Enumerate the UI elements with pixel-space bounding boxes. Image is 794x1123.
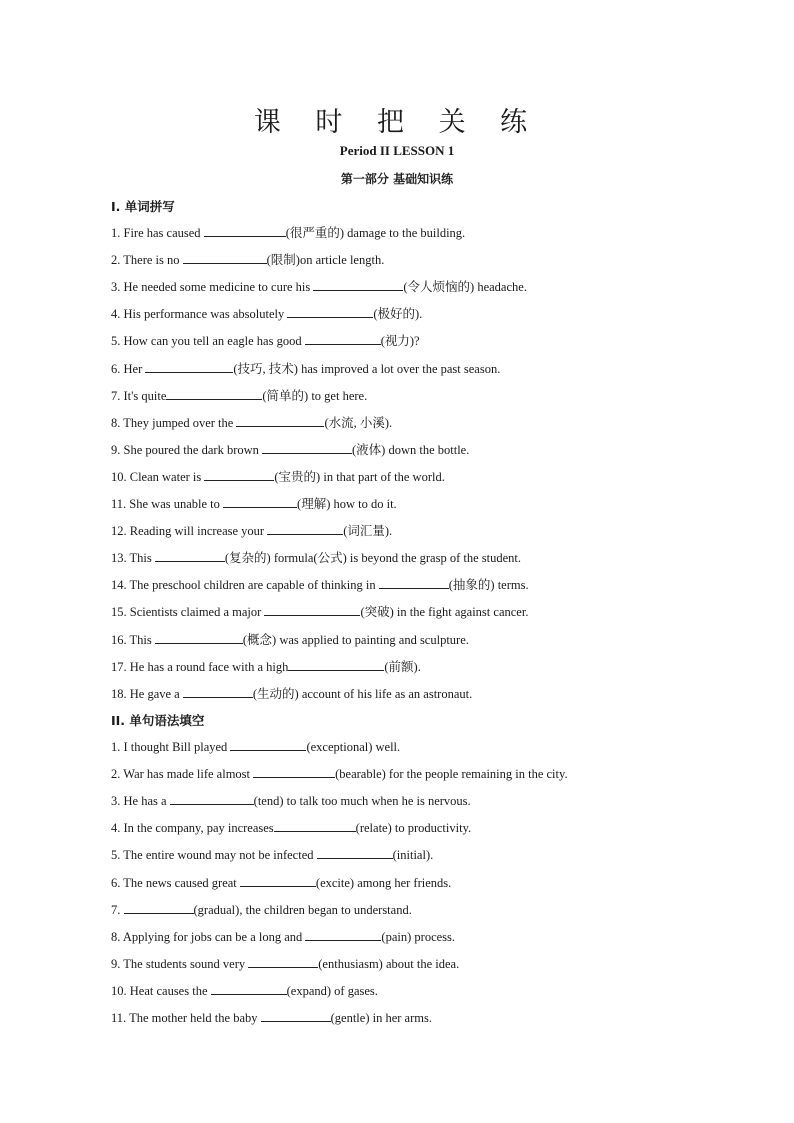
item-text-after: in the fight against cancer. xyxy=(393,605,529,620)
exercise-item xyxy=(111,738,400,755)
answer-blank[interactable] xyxy=(264,603,360,616)
item-number: 7. xyxy=(111,902,124,917)
item-text-after: to talk too much when he is nervous. xyxy=(283,794,471,809)
item-number: 11. xyxy=(111,1011,130,1025)
item-text-after: headache. xyxy=(474,280,527,295)
item-hint: (突破) xyxy=(360,605,394,620)
item-number: 4. xyxy=(111,307,124,322)
item-text-before: They jumped over the xyxy=(123,415,237,430)
item-hint: (initial) xyxy=(392,848,431,863)
item-hint: (宝贵的) xyxy=(274,469,321,484)
lesson-subtitle: Period II LESSON 1 xyxy=(339,143,455,158)
exercise-item xyxy=(111,441,469,458)
exercise-item xyxy=(111,414,392,431)
answer-blank[interactable] xyxy=(155,549,225,562)
answer-blank[interactable] xyxy=(313,278,403,291)
item-number: 8. xyxy=(111,415,124,430)
item-hint: (词汇量) xyxy=(343,524,390,539)
item-hint: (复杂的) xyxy=(224,551,271,566)
item-text-before: He needed some medicine to cure his xyxy=(123,280,314,295)
item-text-after: . xyxy=(389,415,393,430)
item-hint: (生动的) xyxy=(252,686,299,701)
item-hint: (极好的) xyxy=(373,307,420,322)
answer-blank[interactable] xyxy=(288,658,384,671)
item-hint: (抽象的) xyxy=(448,578,495,593)
answer-blank[interactable] xyxy=(287,305,373,318)
item-text-after: for the people remaining in the city. xyxy=(385,767,568,782)
item-text-after: to productivity. xyxy=(391,821,472,836)
item-hint: (relate) xyxy=(355,821,392,836)
answer-blank[interactable] xyxy=(305,332,381,345)
item-number: 3. xyxy=(111,794,124,809)
item-text-after: in her arms. xyxy=(369,1011,432,1025)
item-text-after: . xyxy=(417,659,421,674)
item-text-after: of gases. xyxy=(331,983,378,998)
answer-blank[interactable] xyxy=(317,846,393,859)
item-number: 2. xyxy=(111,253,124,268)
exercise-item xyxy=(111,251,384,268)
item-text-before: I thought Bill played xyxy=(123,740,231,754)
answer-blank[interactable] xyxy=(240,874,316,887)
item-text-before: He has a xyxy=(123,794,170,809)
item-text-before: Clean water is xyxy=(129,469,205,484)
page-title: 课 时 把 关 练 xyxy=(253,107,541,138)
item-text-before: War has made life almost xyxy=(123,767,254,782)
item-hint: (excite) xyxy=(315,875,355,890)
item-number: 17. xyxy=(111,659,130,674)
item-text-after: . xyxy=(430,848,434,863)
item-hint: (液体) xyxy=(352,442,386,457)
answer-blank[interactable] xyxy=(204,468,274,481)
section-heading-spelling: I. 单词拼写 xyxy=(111,199,175,214)
item-hint: (pain) xyxy=(381,929,412,944)
exercise-item xyxy=(111,819,471,836)
item-text-after: . xyxy=(419,307,423,322)
answer-blank[interactable] xyxy=(124,901,194,914)
answer-blank[interactable] xyxy=(145,360,233,373)
item-text-after: in that part of the world. xyxy=(320,469,445,484)
part-heading: 第一部分 基础知识练 xyxy=(340,172,454,186)
item-number: 12. xyxy=(111,524,130,539)
answer-blank[interactable] xyxy=(223,495,297,508)
exercise-item xyxy=(111,522,392,539)
item-hint: (简单的) xyxy=(262,388,309,403)
exercise-item xyxy=(111,1009,432,1026)
item-text-after: . xyxy=(389,524,393,539)
item-text-before: This xyxy=(129,551,155,566)
item-text-before: It's quite xyxy=(123,388,167,403)
exercise-item xyxy=(111,332,420,349)
item-text-after: formula(公式) is beyond the grasp of the student. xyxy=(270,551,522,566)
item-text-after: how to do it. xyxy=(330,497,397,511)
exercise-item xyxy=(111,658,421,675)
item-number: 6. xyxy=(111,875,124,890)
item-number: 3. xyxy=(111,280,124,295)
item-hint: (expand) xyxy=(286,983,332,998)
item-number: 6. xyxy=(111,361,124,376)
item-number: 16. xyxy=(111,632,130,647)
exercise-item xyxy=(111,278,527,295)
item-hint: (视力) xyxy=(380,334,415,349)
item-number: 7. xyxy=(111,388,124,403)
item-text-after: has improved a lot over the past season. xyxy=(297,361,501,376)
item-hint: (水流, 小溪) xyxy=(324,415,390,430)
item-text-before: The news caused great xyxy=(123,875,240,890)
item-hint: (理解) xyxy=(297,497,331,511)
item-text-before: Heat causes the xyxy=(129,983,211,998)
item-text-before: The mother held the baby xyxy=(129,1011,261,1025)
item-text-after: damage to the building. xyxy=(344,226,466,240)
item-text-after: terms. xyxy=(494,578,529,593)
item-text-after: was applied to painting and sculpture. xyxy=(276,632,469,647)
item-text-before: His performance was absolutely xyxy=(123,307,288,322)
item-text-before: The students sound very xyxy=(123,956,249,971)
item-text-after: about the idea. xyxy=(382,956,460,971)
answer-blank[interactable] xyxy=(170,792,254,805)
item-hint: (概念) xyxy=(242,632,277,647)
item-hint: (技巧, 技术) xyxy=(233,361,298,376)
item-text-before: She was unable to xyxy=(129,497,224,511)
item-text-after: down the bottle. xyxy=(385,442,470,457)
item-number: 1. xyxy=(111,226,124,240)
exercise-item xyxy=(111,631,469,648)
item-text-after: on article length. xyxy=(299,253,385,268)
exercise-item xyxy=(111,685,472,702)
answer-blank[interactable] xyxy=(253,765,335,778)
item-number: 13. xyxy=(111,551,130,566)
answer-blank[interactable] xyxy=(211,982,287,995)
item-text-after: account of his life as an astronaut. xyxy=(298,686,473,701)
answer-blank[interactable] xyxy=(230,738,306,751)
item-hint: (gentle) xyxy=(330,1011,370,1025)
item-text-before: He has a round face with a high xyxy=(129,659,289,674)
item-text-after: to get here. xyxy=(308,388,368,403)
answer-blank[interactable] xyxy=(183,685,253,698)
answer-blank[interactable] xyxy=(166,387,262,400)
item-text-before: Scientists claimed a major xyxy=(129,605,265,620)
answer-blank[interactable] xyxy=(204,224,286,237)
item-number: 1. xyxy=(111,740,124,754)
answer-blank[interactable] xyxy=(305,928,381,941)
item-hint: (gradual) xyxy=(193,902,240,917)
item-text-before: She poured the dark brown xyxy=(123,442,263,457)
answer-blank[interactable] xyxy=(379,576,449,589)
item-number: 14. xyxy=(111,578,130,593)
item-hint: (限制) xyxy=(266,253,300,268)
answer-blank[interactable] xyxy=(267,522,343,535)
item-text-after: well. xyxy=(372,740,401,754)
item-hint: (enthusiasm) xyxy=(318,956,383,971)
item-hint: (exceptional) xyxy=(306,740,373,754)
item-number: 15. xyxy=(111,605,130,620)
exercise-item xyxy=(111,224,465,241)
exercise-item xyxy=(111,982,378,999)
item-hint: (很严重的) xyxy=(285,226,345,240)
exercise-item xyxy=(111,495,397,512)
section-heading-grammar: II. 单句语法填空 xyxy=(111,713,205,728)
exercise-item xyxy=(111,305,422,322)
item-hint: (tend) xyxy=(253,794,284,809)
item-number: 2. xyxy=(111,767,124,782)
item-text-before: Applying for jobs can be a long and xyxy=(122,929,306,944)
item-text-after: , the children began to understand. xyxy=(239,902,412,917)
item-number: 5. xyxy=(111,334,124,349)
item-number: 9. xyxy=(111,442,124,457)
item-text-after: process. xyxy=(411,929,456,944)
exercise-item xyxy=(111,603,528,620)
item-number: 4. xyxy=(111,821,124,836)
item-text-after: ? xyxy=(414,334,420,349)
exercise-item xyxy=(111,928,455,945)
exercise-item xyxy=(111,901,412,918)
item-number: 5. xyxy=(111,848,124,863)
answer-blank[interactable] xyxy=(183,251,267,264)
answer-blank[interactable] xyxy=(261,1009,331,1022)
item-number: 10. xyxy=(111,983,130,998)
exercise-item xyxy=(111,576,529,593)
exercise-item xyxy=(111,360,500,377)
item-hint: (bearable) xyxy=(335,767,386,782)
exercise-item xyxy=(111,387,367,404)
answer-blank[interactable] xyxy=(155,631,243,644)
item-number: 8. xyxy=(111,929,123,944)
exercise-item xyxy=(111,792,471,809)
item-number: 11. xyxy=(111,497,130,511)
answer-blank[interactable] xyxy=(248,955,318,968)
item-hint: (前额) xyxy=(384,659,418,674)
exercise-item xyxy=(111,846,433,863)
item-text-after: among her friends. xyxy=(354,875,452,890)
exercise-item xyxy=(111,955,459,972)
item-text-before: Her xyxy=(123,361,146,376)
answer-blank[interactable] xyxy=(274,819,356,832)
exercise-item xyxy=(111,765,568,782)
item-number: 10. xyxy=(111,469,130,484)
item-hint: (令人烦恼的) xyxy=(403,280,475,295)
answer-blank[interactable] xyxy=(262,441,352,454)
item-text-before: Fire has caused xyxy=(123,226,204,240)
answer-blank[interactable] xyxy=(236,414,324,427)
item-text-before: He gave a xyxy=(129,686,183,701)
item-number: 18. xyxy=(111,686,130,701)
item-text-before: The entire wound may not be infected xyxy=(123,848,317,863)
item-text-before: This xyxy=(129,632,155,647)
item-text-before: In the company, pay increases xyxy=(123,821,274,836)
exercise-item xyxy=(111,549,521,566)
item-text-before: How can you tell an eagle has good xyxy=(123,334,305,349)
exercise-item xyxy=(111,874,451,891)
item-text-before: There is no xyxy=(123,253,183,268)
item-text-before: Reading will increase your xyxy=(129,524,268,539)
item-number: 9. xyxy=(111,956,124,971)
item-text-before: The preschool children are capable of thinking in xyxy=(129,578,379,593)
exercise-item xyxy=(111,468,445,485)
